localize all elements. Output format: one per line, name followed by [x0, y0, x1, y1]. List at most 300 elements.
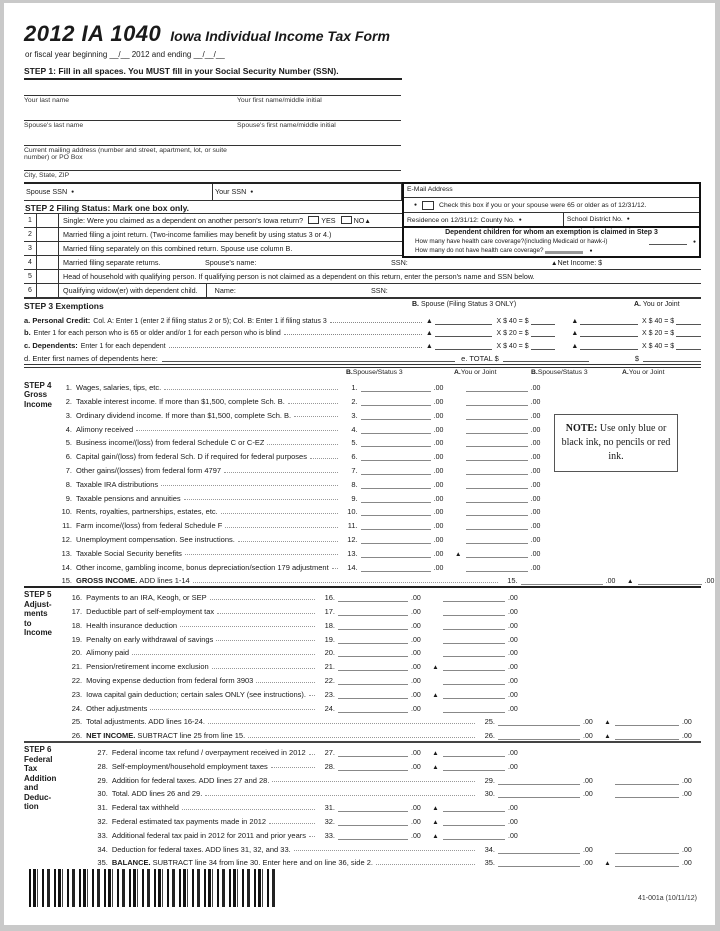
- line-label-strong: NET INCOME.: [86, 731, 136, 741]
- line-number-right: 6.: [351, 452, 358, 462]
- exemption-amount-line-a[interactable]: [676, 329, 701, 337]
- dependents-names-input[interactable]: [162, 354, 455, 362]
- column-b-header: B. Spouse/Status 3: [346, 368, 403, 376]
- cents-label: .00: [411, 705, 421, 713]
- triangle-marker: ▲: [432, 805, 439, 813]
- filing-status-row-3: [24, 242, 402, 256]
- form-line: [52, 392, 715, 406]
- dotted-leader: [221, 513, 338, 514]
- step3-section: [24, 298, 701, 368]
- amount-line-column-a[interactable]: [443, 818, 505, 826]
- form-line: [52, 544, 715, 558]
- line-number: 2.: [65, 397, 73, 407]
- dependents-names-row: [24, 350, 701, 363]
- dotted-leader: [182, 809, 315, 810]
- your-ssn-input[interactable]: Your SSN ●: [213, 184, 402, 200]
- status-text: Married filing separately on this combined return. Spouse use column B.: [63, 244, 293, 253]
- filing-status-section: [24, 182, 701, 298]
- amount-line-column-a[interactable]: [443, 594, 505, 602]
- triangle-marker: ▲: [626, 578, 634, 586]
- spouse-ssn-field[interactable]: SSN:: [391, 258, 408, 267]
- line-number-right: 21.: [324, 662, 335, 672]
- qualifying-person-name-input[interactable]: Name:: [214, 286, 236, 295]
- total-label: e. TOTAL $: [461, 353, 499, 363]
- amount-line-column-a[interactable]: [615, 859, 679, 867]
- amount-line-column-a[interactable]: [443, 763, 505, 771]
- school-district-input[interactable]: School District No. ●: [566, 216, 630, 223]
- name-field: [24, 80, 401, 105]
- exemption-count-line-b[interactable]: [435, 329, 493, 337]
- line-number: 19.: [71, 634, 83, 644]
- line-number: 10.: [61, 507, 73, 517]
- amount-line-column-a[interactable]: [466, 481, 528, 489]
- total-amount-cells: [498, 790, 701, 798]
- cents-label: .00: [530, 564, 541, 572]
- filing-status-checkbox-2[interactable]: [37, 228, 59, 241]
- form-name-title: Iowa Individual Income Tax Form: [170, 28, 390, 44]
- form-line: [62, 657, 701, 671]
- form-line: [52, 530, 715, 544]
- amount-line-column-a[interactable]: [466, 384, 528, 392]
- cents-label: .00: [682, 777, 692, 785]
- form-line: [52, 572, 715, 586]
- bullet-icon: ●: [589, 248, 593, 254]
- amount-line-column-b[interactable]: [498, 859, 580, 867]
- amount-line-column-b[interactable]: [338, 749, 408, 757]
- amount-line-column-b[interactable]: [338, 818, 408, 826]
- amount-cells: [361, 550, 715, 558]
- amount-line-column-b[interactable]: [338, 636, 408, 644]
- dotted-leader: [164, 389, 337, 390]
- amount-line-column-a[interactable]: [443, 832, 505, 840]
- filing-status-checkbox-5[interactable]: [37, 270, 59, 283]
- amount-line-column-a[interactable]: [466, 412, 528, 420]
- amount-line-column-b[interactable]: [361, 481, 431, 489]
- cents-label: .00: [411, 650, 421, 658]
- triangle-marker: ▲: [571, 330, 579, 337]
- line-number-right: 20.: [324, 648, 335, 658]
- dotted-leader: [184, 499, 338, 500]
- bullet-icon: ●: [414, 202, 418, 208]
- amount-line-column-b[interactable]: [338, 608, 408, 616]
- amount-line-column-a[interactable]: [466, 439, 528, 447]
- dotted-leader: [271, 767, 315, 768]
- amount-line-column-b[interactable]: [361, 398, 431, 406]
- line-number: 25.: [71, 717, 83, 727]
- amount-line-column-b[interactable]: [361, 550, 431, 558]
- dotted-leader: [210, 599, 315, 600]
- amount-line-column-a[interactable]: [443, 608, 505, 616]
- exemption-amount-line-b[interactable]: [531, 342, 556, 350]
- dotted-leader: [150, 709, 315, 710]
- amount-line-column-a[interactable]: [443, 636, 505, 644]
- triangle-marker: ▲: [551, 260, 558, 267]
- cents-label: .00: [433, 537, 444, 545]
- cents-label: .00: [682, 719, 692, 727]
- exemption-formula: X $ 40 = $: [642, 317, 675, 325]
- line-number-right: 12.: [347, 535, 358, 545]
- cents-label: .00: [411, 691, 421, 699]
- amount-cells: [338, 677, 701, 685]
- amount-line-column-b[interactable]: [498, 846, 580, 854]
- spouse-ssn-input[interactable]: Spouse SSN ●: [24, 184, 213, 200]
- line-label: Federal tax withheld: [111, 803, 179, 813]
- cents-label: .00: [433, 454, 444, 462]
- form-line: [88, 854, 701, 868]
- bullet-icon: ●: [518, 217, 522, 223]
- amount-line-column-a[interactable]: [466, 453, 528, 461]
- line-label: BALANCE. SUBTRACT line 34 from line 30. Enter here and on line 36, side 2.: [111, 858, 373, 868]
- form-line: [62, 602, 701, 616]
- form-line: [62, 630, 701, 644]
- line-label: Payments to an IRA, Keogh, or SEP: [86, 593, 207, 603]
- amount-line-column-a[interactable]: [443, 691, 505, 699]
- field-label: Your last name: [24, 97, 70, 104]
- amount-line-column-a[interactable]: [615, 732, 679, 740]
- amount-line-column-b[interactable]: [361, 536, 431, 544]
- exemption-count-line-a[interactable]: [580, 317, 638, 325]
- line-label-strong: BALANCE.: [111, 858, 151, 868]
- dotted-leader: [212, 668, 315, 669]
- amount-line-column-a[interactable]: [466, 564, 528, 572]
- amount-column-headers: [24, 369, 701, 379]
- form-line: [88, 771, 701, 785]
- cents-label: .00: [583, 860, 593, 868]
- spouse-last-name-input[interactable]: [24, 105, 401, 121]
- yes-checkbox[interactable]: [308, 216, 319, 224]
- dotted-leader: [309, 754, 315, 755]
- dotted-leader: [225, 527, 337, 528]
- amount-line-column-a[interactable]: [466, 550, 528, 558]
- exemption-row: [24, 325, 701, 338]
- cents-label: .00: [530, 495, 541, 503]
- field-label: Spouse's last name: [24, 122, 84, 129]
- column-a-header-right: A. You or Joint: [622, 368, 665, 376]
- line-number: 24.: [71, 703, 83, 713]
- line-number-right: 24.: [324, 703, 335, 713]
- amount-line-column-b[interactable]: [361, 384, 431, 392]
- amount-cells: [338, 691, 701, 699]
- line-number-right: 16.: [324, 593, 335, 603]
- age-65-row: [404, 197, 699, 212]
- amount-line-column-a[interactable]: [466, 536, 528, 544]
- line-number: 26.: [71, 731, 83, 741]
- line-label: Self-employment/household employment taxes: [111, 761, 268, 771]
- dotted-leader: [272, 781, 475, 782]
- line-number: 33.: [97, 830, 108, 840]
- coverage-question-2: How many do not have health care coverage? ●: [415, 247, 593, 254]
- amount-line-column-a[interactable]: [443, 804, 505, 812]
- dotted-leader: [284, 334, 422, 335]
- amount-line-column-b[interactable]: [498, 718, 580, 726]
- amount-line-column-b[interactable]: [361, 467, 431, 475]
- line-label: Capital gain/(loss) from federal Sch. D if required for federal purposes: [76, 452, 307, 462]
- cents-label: .00: [411, 622, 421, 630]
- amount-line-column-a[interactable]: [615, 790, 679, 798]
- line-number: 16.: [71, 593, 83, 603]
- form-line: [52, 489, 715, 503]
- amount-line-column-b[interactable]: [361, 453, 431, 461]
- form-line: [62, 588, 701, 602]
- amount-line-column-a[interactable]: [466, 398, 528, 406]
- line-number-right: 30.: [484, 789, 495, 799]
- cents-label: .00: [530, 454, 541, 462]
- form-line: [62, 713, 701, 727]
- dotted-leader: [193, 582, 498, 583]
- amount-line-column-b[interactable]: [338, 594, 408, 602]
- line-label: Additional federal tax paid in 2012 for 2011 and prior years: [111, 830, 306, 840]
- amount-line-column-a[interactable]: [466, 467, 528, 475]
- line-label: Pension/retirement income exclusion: [86, 662, 209, 672]
- cents-label: .00: [508, 636, 518, 644]
- amount-line-column-a[interactable]: [443, 622, 505, 630]
- cents-label: .00: [508, 763, 518, 771]
- status-number: 3: [24, 242, 37, 255]
- amount-line-column-a[interactable]: [615, 718, 679, 726]
- exemption-count-line-a[interactable]: [580, 342, 638, 350]
- total-amount-input-a[interactable]: [643, 354, 701, 362]
- spouse-name-input[interactable]: Spouse's name:: [205, 258, 257, 267]
- no-checkbox[interactable]: [341, 216, 352, 224]
- amount-line-column-b[interactable]: [361, 564, 431, 572]
- line-number-right: 22.: [324, 676, 335, 686]
- line-label: Taxable Social Security benefits: [76, 548, 182, 558]
- dotted-leader: [224, 472, 338, 473]
- exemption-amount-line-b[interactable]: [531, 329, 556, 337]
- amount-line-column-b[interactable]: [338, 763, 408, 771]
- step3-heading: STEP 3 Exemptions: [24, 301, 104, 311]
- cents-label: .00: [530, 523, 541, 531]
- mailing-address-input[interactable]: [24, 130, 401, 146]
- qualifying-person-ssn-input[interactable]: SSN:: [371, 286, 388, 295]
- amount-line-column-b[interactable]: [498, 777, 580, 785]
- line-number: 34.: [97, 844, 108, 854]
- amount-cells: [338, 594, 701, 602]
- age-65-checkbox[interactable]: [422, 201, 434, 210]
- cents-label: .00: [433, 481, 444, 489]
- dotted-leader: [217, 613, 315, 614]
- total-amount-cells: [498, 859, 701, 867]
- coverage-count-input[interactable]: [649, 239, 687, 245]
- amount-line-column-b[interactable]: [338, 649, 408, 657]
- triangle-marker: ▲: [604, 733, 611, 741]
- line-number-right: 25.: [484, 717, 495, 727]
- line-label: Federal income tax refund / overpayment received in 2012: [111, 748, 306, 758]
- dotted-leader: [132, 654, 315, 655]
- line-number: 6.: [65, 452, 73, 462]
- field-label: Spouse's first name/middle initial: [237, 122, 336, 129]
- line-label: Rents, royalties, partnerships, estates, etc.: [76, 507, 218, 517]
- cents-label: .00: [411, 595, 421, 603]
- filing-status-checkbox-6[interactable]: [37, 284, 59, 297]
- amount-line-column-a[interactable]: [615, 846, 679, 854]
- amount-line-column-b[interactable]: [338, 622, 408, 630]
- amount-line-column-a[interactable]: [443, 749, 505, 757]
- amount-line-column-b[interactable]: [361, 426, 431, 434]
- line-label: Deductible part of self-employment tax: [86, 607, 215, 617]
- line-number: 3.: [65, 410, 73, 420]
- amount-cells: [338, 705, 701, 713]
- cents-label: .00: [433, 550, 444, 558]
- filing-status-checkbox-1[interactable]: [37, 214, 59, 227]
- line-number: 32.: [97, 817, 108, 826]
- dotted-leader: [309, 695, 315, 696]
- amount-line-column-a[interactable]: [615, 777, 679, 785]
- cents-label: .00: [508, 678, 518, 686]
- cents-label: .00: [433, 495, 444, 503]
- total-amount-input[interactable]: [503, 354, 589, 362]
- amount-line-column-b[interactable]: [338, 804, 408, 812]
- form-line: [62, 616, 701, 630]
- triangle-marker: ▲: [432, 750, 439, 758]
- exemption-amount-line-a[interactable]: [676, 317, 701, 325]
- form-line: [52, 558, 715, 572]
- exemption-count-line-a[interactable]: [580, 329, 638, 337]
- line-number-right: 11.: [347, 521, 358, 531]
- cents-label: .00: [530, 468, 541, 476]
- cents-label: .00: [411, 636, 421, 644]
- amount-line-column-b[interactable]: [361, 412, 431, 420]
- dotted-leader: [248, 737, 475, 738]
- net-income-field[interactable]: ▲Net Income: $: [551, 258, 603, 267]
- amount-cells: [338, 608, 701, 616]
- triangle-marker: ▲: [571, 342, 579, 350]
- amount-line-column-a[interactable]: [443, 663, 505, 671]
- cents-label: .00: [530, 440, 541, 448]
- cents-label: .00: [508, 705, 518, 713]
- line-number-right: 18.: [324, 620, 335, 630]
- form-line: [52, 379, 715, 393]
- form-line: [52, 516, 715, 530]
- amount-line-column-a[interactable]: [466, 508, 528, 516]
- line-label: Alimony received: [76, 424, 134, 434]
- field-label: Your first name/middle initial: [237, 97, 322, 104]
- amount-line-column-b[interactable]: [338, 677, 408, 685]
- cents-label: .00: [583, 846, 593, 854]
- line-number-right: 7.: [351, 466, 358, 476]
- email-input[interactable]: E-Mail Address: [407, 186, 453, 193]
- amount-line-column-b[interactable]: [338, 705, 408, 713]
- address-field: [24, 130, 401, 161]
- exemption-amount-line-b[interactable]: [531, 317, 556, 325]
- line-number-right: 32.: [324, 817, 335, 826]
- line-label: Taxable pensions and annuities: [76, 493, 181, 503]
- cents-label: .00: [530, 426, 541, 434]
- ssn-row: [24, 182, 402, 201]
- amount-line-column-b[interactable]: [498, 732, 580, 740]
- total-amount-cells: [498, 732, 701, 740]
- dotted-leader: [269, 823, 315, 824]
- form-line: [88, 743, 701, 757]
- triangle-marker: ▲: [604, 719, 611, 727]
- dotted-leader: [309, 836, 315, 837]
- amount-line-column-b[interactable]: [338, 691, 408, 699]
- amount-line-column-a[interactable]: [443, 705, 505, 713]
- dotted-leader: [267, 444, 337, 445]
- amount-line-column-b[interactable]: [361, 439, 431, 447]
- exemption-formula: X $ 40 = $: [642, 342, 675, 350]
- amount-cells: [338, 749, 701, 757]
- form-line: [62, 685, 701, 699]
- exemption-row: [24, 312, 701, 325]
- column-b-header: B. Spouse (Filing Status 3 ONLY): [412, 301, 517, 308]
- amount-line-column-b[interactable]: [521, 577, 603, 585]
- form-line: [88, 840, 701, 854]
- county-no-input[interactable]: Residence on 12/31/12: County No. ●: [404, 213, 564, 226]
- line-label: Ordinary dividend income. If more than $1,500, complete Sch. B.: [76, 410, 292, 420]
- line-label: Other adjustments: [86, 703, 148, 713]
- form-line: [88, 826, 701, 840]
- triangle-marker: ▲: [364, 218, 371, 225]
- amount-line-column-a[interactable]: [466, 426, 528, 434]
- line-number-right: 23.: [324, 689, 335, 699]
- amount-line-column-b[interactable]: [361, 508, 431, 516]
- exemption-label: a. Personal Credit: Col. A: Enter 1 (enter 2 if filing status 2 or 5); Col. B: Enter 1 if filing status 3: [24, 316, 426, 325]
- bullet-icon: ●: [71, 189, 75, 195]
- filing-status-checkbox-3[interactable]: [37, 242, 59, 255]
- amount-line-column-b[interactable]: [361, 495, 431, 503]
- cents-label: .00: [682, 846, 692, 854]
- coverage-question-1: How many have health care coverage?(including Medicaid or hawk-i) ●: [415, 238, 696, 245]
- line-label: Total adjustments. ADD lines 16-24.: [86, 717, 205, 727]
- line-number: 9.: [65, 493, 73, 503]
- cents-label: .00: [508, 832, 518, 840]
- line-label: Deduction for federal taxes. ADD lines 31, 32, and 33.: [111, 844, 291, 854]
- triangle-marker: ▲: [432, 691, 439, 699]
- amount-line-column-b[interactable]: [338, 663, 408, 671]
- amount-line-column-a[interactable]: [466, 522, 528, 530]
- line-number-right: 29.: [484, 775, 495, 785]
- filing-status-row-1: [24, 214, 402, 228]
- amount-cells: [361, 384, 715, 392]
- filing-status-row-6: [24, 284, 701, 298]
- amount-line-column-b[interactable]: [361, 522, 431, 530]
- status-number: 6: [24, 284, 37, 297]
- amount-line-column-b[interactable]: [338, 832, 408, 840]
- amount-line-column-a[interactable]: [466, 495, 528, 503]
- form-title: [24, 21, 701, 47]
- amount-line-column-a[interactable]: [443, 649, 505, 657]
- cents-label: .00: [583, 719, 593, 727]
- amount-line-column-b[interactable]: [498, 790, 580, 798]
- cents-label: .00: [508, 750, 518, 758]
- no-coverage-count-input[interactable]: [545, 248, 583, 254]
- exemption-count-line-b[interactable]: [435, 317, 493, 325]
- dollar-label: $: [634, 353, 639, 363]
- form-code-footer: 41-001a (10/11/12): [637, 895, 697, 902]
- line-number-right: 14.: [347, 562, 358, 572]
- line-number-right: 35.: [484, 858, 495, 868]
- cents-label: .00: [605, 578, 616, 586]
- amount-cells: [338, 636, 701, 644]
- cents-label: .00: [508, 819, 518, 826]
- last-name-input[interactable]: [24, 80, 401, 96]
- line-number-right: 2.: [351, 397, 358, 407]
- exemption-count-line-b[interactable]: [435, 342, 493, 350]
- line-number: 21.: [71, 662, 83, 672]
- line-label: Taxable interest income. If more than $1,500, complete Sch. B.: [76, 397, 285, 407]
- dotted-leader: [216, 640, 315, 641]
- status-text: Married filing a joint return. (Two-income families may benefit by using status 3 or 4.): [63, 230, 332, 239]
- amount-cells: [361, 536, 715, 544]
- exemption-amount-line-a[interactable]: [676, 342, 701, 350]
- email-residence-box: [402, 182, 701, 258]
- amount-line-column-a[interactable]: [638, 577, 702, 585]
- exemption-label: b. Enter 1 for each person who is 65 or older and/or 1 for each person who is blind: [24, 328, 426, 337]
- cents-label: .00: [433, 468, 444, 476]
- amount-line-column-a[interactable]: [443, 677, 505, 685]
- filing-status-checkbox-4[interactable]: [37, 256, 59, 269]
